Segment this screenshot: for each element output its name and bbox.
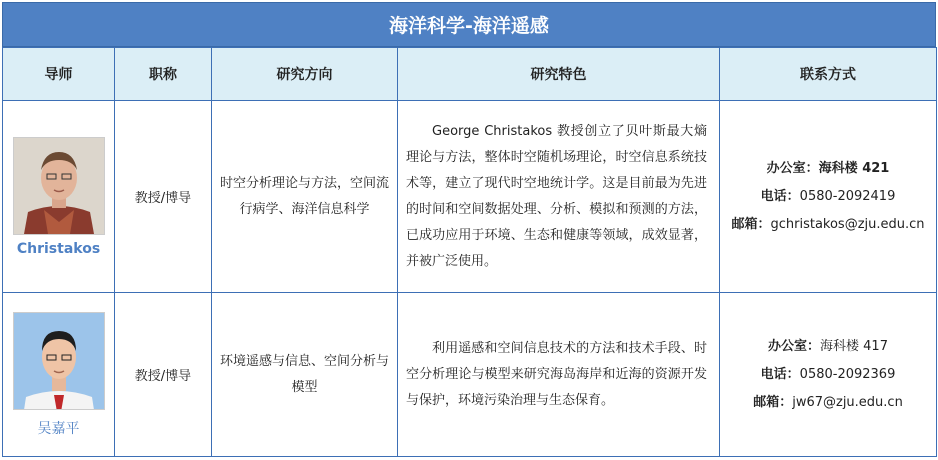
header-row — [3, 48, 937, 101]
email-line — [720, 389, 936, 417]
phone-value: 0580-2092419 — [799, 188, 896, 204]
direction-cell: 时空分析理论与方法，空间流行病学、海洋信息科学 — [212, 101, 398, 293]
feature-cell: George Christakos 教授创立了贝叶斯最大熵理论与方法，整体时空随机场理论，时空信息系统技术等，建立了现代时空地统计学。这是目前最为先进的时间和空间数据处理、分析、模拟和预测的方法，已成功应用于环境、生态和健康等领域，成效显著，并被广泛使用。 — [398, 101, 720, 293]
phone-line — [720, 361, 936, 389]
faculty-table — [2, 47, 937, 457]
email-label: 邮箱： — [753, 394, 793, 410]
email-line — [720, 211, 936, 239]
header-title: 职称 — [115, 48, 212, 101]
advisor-name: 吴嘉平 — [37, 420, 80, 437]
table-title: 海洋科学-海洋遥感 — [2, 2, 936, 47]
direction-cell: 环境遥感与信息、空间分析与模型 — [212, 293, 398, 457]
office-line — [720, 155, 936, 183]
email-value[interactable]: jw67@zju.edu.cn — [792, 394, 903, 410]
header-advisor: 导师 — [3, 48, 115, 101]
contact-cell — [720, 101, 937, 293]
office-value: 海科楼 417 — [820, 338, 888, 354]
advisor-photo — [13, 137, 105, 235]
advisor-name: Christakos — [16, 240, 101, 257]
header-feature: 研究特色 — [398, 48, 720, 101]
advisor-cell — [3, 293, 115, 457]
advisor-cell — [3, 101, 115, 293]
rank-cell: 教授/博导 — [115, 293, 212, 457]
advisor-photo — [13, 312, 105, 410]
office-value: 海科楼 421 — [818, 160, 890, 176]
phone-label: 电话： — [760, 188, 800, 204]
phone-value: 0580-2092369 — [799, 366, 896, 382]
contact-cell — [720, 293, 937, 457]
office-label: 办公室： — [768, 338, 821, 354]
rank-cell: 教授/博导 — [115, 101, 212, 293]
header-contact: 联系方式 — [720, 48, 937, 101]
faculty-table-container — [2, 2, 936, 458]
table-row — [3, 293, 937, 457]
header-direction: 研究方向 — [212, 48, 398, 101]
table-row — [3, 101, 937, 293]
office-line — [720, 333, 936, 361]
office-label: 办公室： — [766, 160, 819, 176]
email-value[interactable]: gchristakos@zju.edu.cn — [770, 216, 925, 232]
phone-label: 电话： — [760, 366, 800, 382]
phone-line — [720, 183, 936, 211]
feature-cell: 利用遥感和空间信息技术的方法和技术手段、时空分析理论与模型来研究海岛海岸和近海的资源开发与保护，环境污染治理与生态保育。 — [398, 293, 720, 457]
email-label: 邮箱： — [731, 216, 771, 232]
